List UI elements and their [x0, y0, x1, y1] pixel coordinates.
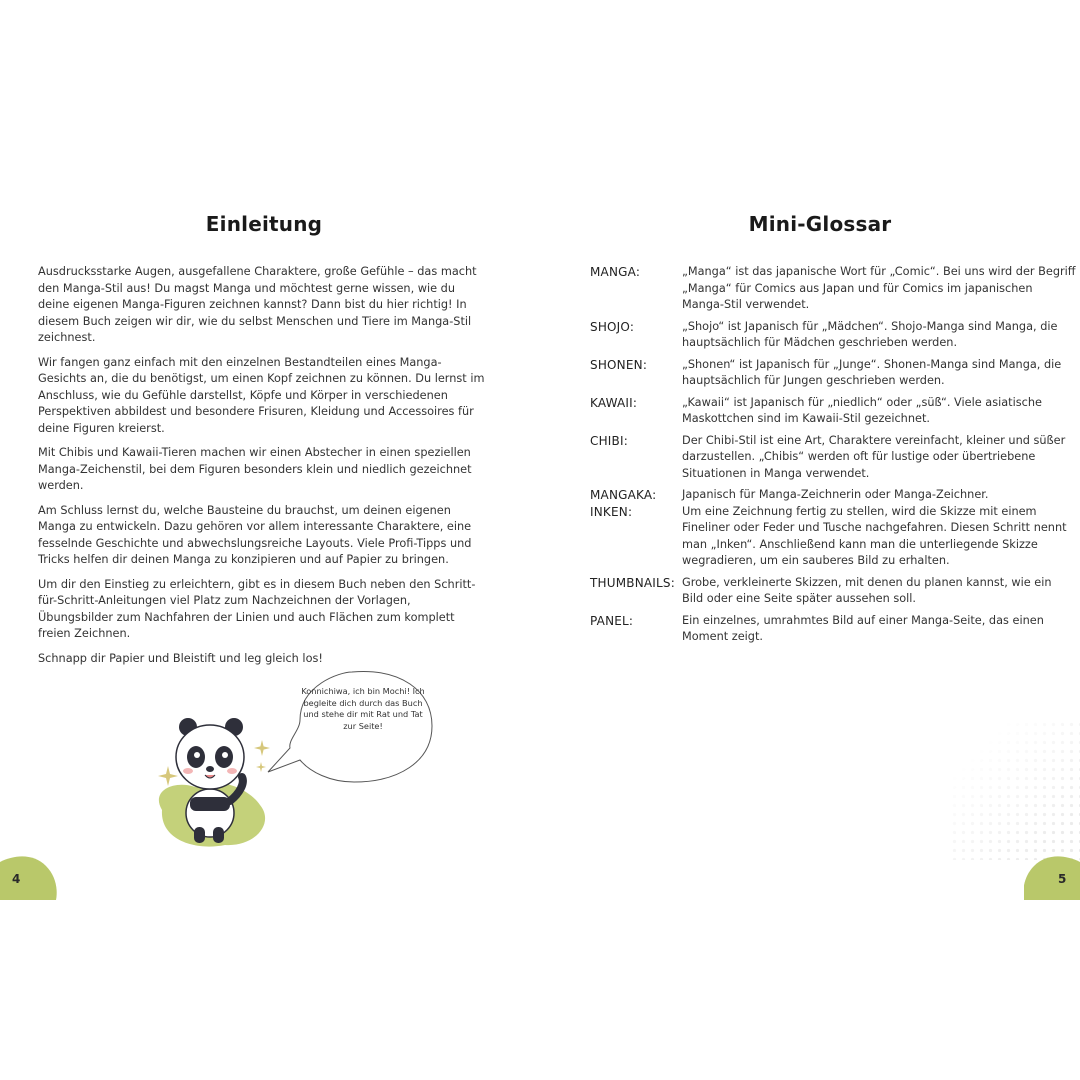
glossary-entry — [590, 433, 1076, 483]
glossary-entry — [590, 504, 1076, 570]
page-number-blob-right — [1024, 852, 1080, 900]
glossary-term: PANEL: — [590, 613, 634, 628]
glossary-term: KAWAII: — [590, 395, 638, 410]
left-page — [0, 160, 540, 900]
glossary-term: MANGA: — [590, 265, 641, 279]
book-spread — [0, 160, 1080, 900]
glossary-definition: Ein einzelnes, umrahmtes Bild auf einer Manga-Seite, das einen Moment zeigt. — [682, 613, 1044, 643]
intro-paragraph: Schnapp dir Papier und Bleistift und leg gleich los! — [38, 651, 323, 665]
glossary-entry — [590, 319, 1076, 352]
glossary-term: MANGAKA: — [590, 488, 657, 502]
glossary-entry — [590, 357, 1076, 390]
right-page — [540, 160, 1080, 900]
glossary-term: INKEN: — [590, 504, 633, 519]
glossary-entry — [590, 613, 1076, 646]
sparkle-icon — [256, 762, 266, 772]
sparkle-icon — [158, 766, 178, 786]
glossary-entry — [590, 264, 1076, 314]
glossary-definition: „Manga“ ist das japanische Wort für „Comic“. Bei uns wird der Begriff „Manga“ für Comics aus Japan und für Comics im japanischen Manga-Stil verwendet. — [682, 265, 1076, 311]
left-page-title: Einleitung — [205, 212, 323, 236]
glossary-term: SHOJO: — [590, 319, 635, 334]
glossary-term: CHIBI: — [590, 433, 628, 448]
glossary-entry — [590, 487, 1076, 504]
page-number-left: 4 — [12, 872, 21, 886]
glossary-definition: Um eine Zeichnung fertig zu stellen, wird die Skizze mit einem Fineliner oder Feder und Tusche nachgefahren. Diesen Schritt nennt man „Inken“. Anschließend kann man die unterliegende Skizze wegradieren, um ein sauberes Bild zu erhalten. — [682, 504, 1067, 567]
glossary-entry — [590, 395, 1076, 428]
sparkle-icon — [254, 740, 270, 756]
speech-bubble-text: Konnichiwa, ich bin Mochi! Ich begleite dich durch das Buch und stehe dir mit Rat und Tat zur Seite! — [301, 686, 425, 731]
intro-paragraph: Ausdrucksstarke Augen, ausgefallene Charaktere, große Gefühle – das macht den Manga-Stil aus! Du magst Manga und möchtest gerne wissen, wie du deine eigenen Manga-Figuren zeichnen kannst? Dann bist du hier richtig! In diesem Buch zeigen wir dir, wie du selbst Menschen und Tiere im Manga-Stil zeichnest. — [38, 265, 477, 344]
intro-paragraph: Mit Chibis und Kawaii-Tieren machen wir einen Abstecher in einen speziellen Manga-Zeichenstil, bei dem Figuren besonders klein und niedlich gezeichnet werden. — [38, 446, 472, 492]
glossary-term: SHONEN: — [590, 357, 648, 372]
intro-paragraph: Am Schluss lernst du, welche Bausteine du brauchst, um deinen eigenen Manga zu entwickeln. Dazu gehören vor allem interessante Charaktere, eine fesselnde Geschichte und abwechslungsreiche Layouts. Viele Profi-Tipps und Tricks helfen dir deinen Manga zu konzipieren und auf Papier zu bringen. — [38, 503, 472, 566]
glossary-definition: „Shojo“ ist Japanisch für „Mädchen“. Shojo-Manga sind Manga, die hauptsächlich für Mädchen geschrieben werden. — [682, 319, 1058, 349]
glossary-definition: „Kawaii“ ist Japanisch für „niedlich“ oder „süß“. Viele asiatische Maskottchen sind im Kawaii-Stil gezeichnet. — [682, 395, 1042, 425]
page-number-right: 5 — [1058, 872, 1067, 886]
glossary-entry — [590, 575, 1076, 608]
dot-pattern-decoration — [950, 720, 1080, 860]
glossary-term: THUMBNAILS: — [590, 575, 675, 590]
glossary-definition: Der Chibi-Stil ist eine Art, Charaktere vereinfacht, kleiner und süßer darzustellen. „Chibis“ werden oft für lustige oder übertriebene Situationen in Manga verwendet. — [682, 433, 1066, 480]
glossary-definition: „Shonen“ ist Japanisch für „Junge“. Shonen-Manga sind Manga, die hauptsächlich für Jungen geschrieben werden. — [682, 357, 1062, 387]
intro-paragraph: Wir fangen ganz einfach mit den einzelnen Bestandteilen eines Manga-Gesichts an, die du benötigst, um einen Kopf zeichnen zu können. Du lernst im Anschluss, wie du Gefühle darstellst, Köpfe und Körper in verschiedenen Perspektiven abbildest und besondere Frisuren, Kleidung und Accessoires für deine Figuren kreierst. — [38, 355, 485, 435]
glossary-definition: Grobe, verkleinerte Skizzen, mit denen du planen kannst, wie ein Bild oder eine Seite später aussehen soll. — [682, 575, 1052, 605]
page-number-blob-left — [0, 852, 60, 900]
intro-paragraph: Um dir den Einstieg zu erleichtern, gibt es in diesem Buch neben den Schritt-für-Schritt-Anleitungen viel Platz zum Nachzeichnen der Vorlagen, Übungsbilder zum Nachfahren der Linien und auch Flächen zum komplett freien Zeichnen. — [38, 577, 476, 640]
glossary-list — [590, 264, 1076, 651]
glossary-definition: Japanisch für Manga-Zeichnerin oder Manga-Zeichner. — [682, 488, 989, 501]
right-page-title: Mini-Glossar — [748, 212, 892, 236]
